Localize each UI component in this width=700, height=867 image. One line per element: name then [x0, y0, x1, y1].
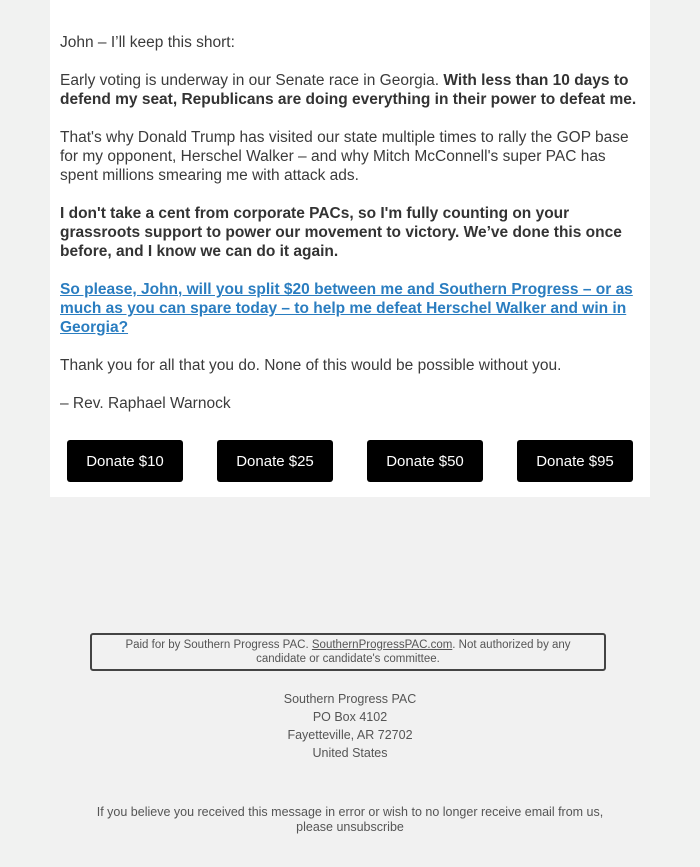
donate-95-button[interactable]: Donate $95 — [517, 440, 633, 482]
disclaimer-text — [122, 638, 574, 666]
donate-50-button[interactable]: Donate $50 — [367, 440, 483, 482]
greeting: John – I’ll keep this short: — [60, 34, 235, 51]
disclaimer-pre: Paid for by Southern Progress PAC. — [125, 639, 309, 651]
donate-buttons-row — [67, 440, 633, 482]
email-footer — [50, 497, 650, 867]
paid-for-disclaimer — [90, 633, 606, 671]
address-line: Southern Progress PAC — [283, 692, 417, 706]
thanks-paragraph: Thank you for all that you do. None of this would be possible without you. — [60, 357, 562, 374]
unsubscribe-link[interactable]: please unsubscribe — [296, 820, 404, 834]
paragraph-corporate-pacs — [60, 204, 645, 261]
address-line: United States — [312, 746, 388, 760]
unsubscribe-notice — [50, 805, 650, 835]
cta-donate-link[interactable]: So please, John, will you split $20 between me and Southern Progress – or as much as you can spare today – to help me defeat Herschel Walker and win in Georgia? — [60, 281, 633, 336]
email-body — [60, 33, 645, 432]
paragraph-early-voting-text: Early voting is underway in our Senate race in Georgia. — [60, 72, 440, 89]
paragraph-early-voting-bold: With less than 10 days to defend my seat, Republicans are doing everything in their power to defeat me. — [60, 72, 637, 108]
address-line: PO Box 4102 — [312, 710, 388, 724]
cta-paragraph — [60, 280, 645, 337]
email-body-card — [50, 0, 650, 497]
mailing-address — [50, 690, 650, 762]
unsubscribe-line: If you believe you received this message in error or wish to no longer receive email from us, — [96, 805, 604, 819]
paragraph-trump: That's why Donald Trump has visited our state multiple times to rally the GOP base for my opponent, Herschel Walker – and why Mitch McConnell's super PAC has spent millions smearing me with attack ads. — [60, 129, 629, 184]
address-line: Fayetteville, AR 72702 — [287, 728, 413, 742]
signature: – Rev. Raphael Warnock — [60, 395, 231, 412]
donate-10-button[interactable]: Donate $10 — [67, 440, 183, 482]
paragraph-corporate-pacs-bold: I don't take a cent from corporate PACs, so I'm fully counting on your grassroots support to power our movement to victory. We’ve done this once before, and I know we can do it again. — [60, 205, 622, 260]
disclaimer-post: . Not authorized by any candidate or candidate's committee. — [256, 639, 571, 665]
pac-website-link[interactable]: SouthernProgressPAC.com — [311, 639, 453, 651]
paragraph-early-voting — [60, 71, 645, 109]
donate-25-button[interactable]: Donate $25 — [217, 440, 333, 482]
